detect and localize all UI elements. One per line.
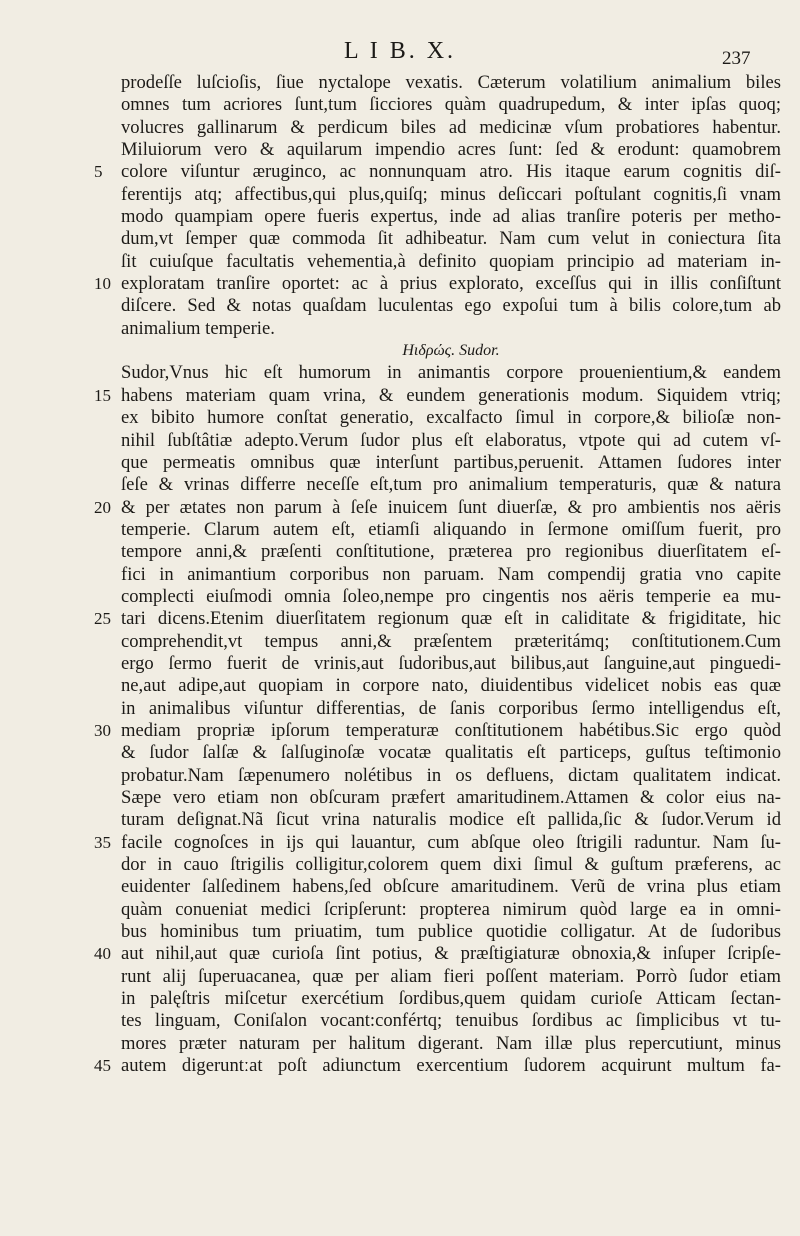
text-line [0, 720, 781, 742]
text-line [0, 1010, 781, 1032]
text-line [0, 206, 781, 228]
line-text: euidenter ſalſedinem habens,ſed obſcure amaritudinem. Verũ de vrina plus etiam [121, 876, 781, 898]
section-heading [0, 340, 781, 362]
line-number-marker: 30 [94, 720, 111, 740]
text-line [0, 586, 781, 608]
line-number-marker: 20 [94, 497, 111, 517]
line-text: dor in cauo ſtrigilis colligitur,colorem quem dixi ſimul & guſtum præferens, ac [121, 854, 781, 876]
text-line [0, 1055, 781, 1077]
line-text: facile cognoſces in ijs qui lauantur, cum abſque oleo ſtrigili raduntur. Nam ſu- [121, 831, 781, 853]
line-number-marker: 25 [94, 609, 111, 629]
line-text: comprehendit,vt tempus anni,& præſentem præteritámq; conſtitutionem.Cum [121, 630, 781, 652]
line-text: aut nihil,aut quæ curioſa ſint potius, & præſtigiaturæ obnoxia,& inſuper ſcripſe- [121, 943, 781, 965]
line-text: probatur.Nam ſæpenumero nolétibus in os defluens, dictam qualitatem indicat. [121, 764, 781, 786]
text-line [0, 295, 781, 317]
text-line [0, 742, 781, 764]
line-text: ſit cuiuſque facultatis vehementia,à definito quopiam principio ad materiam in- [121, 250, 781, 272]
body-text [0, 72, 800, 1077]
text-line [0, 921, 781, 943]
line-text: dum,vt ſemper quæ commoda ſit adhibeatur. Nam cum velut in coniectura ſita [121, 228, 781, 250]
line-text: exploratam tranſire oportet: ac à prius explorato, exceſſus qui in illis conſiſtunt [121, 273, 781, 295]
line-text: & per ætates non parum à ſeſe inuicem ſunt diuerſæ, & pro ambientis nos aëris [121, 496, 781, 518]
text-line [0, 698, 781, 720]
line-text: fici in animantium corporibus non paruam. Nam compendij gratia vno capite [121, 563, 781, 585]
line-text: volucres gallinarum & perdicum biles ad medicinæ vſum probatiores habentur. [121, 116, 781, 138]
line-number-marker: 45 [94, 1056, 111, 1076]
line-text: animalium temperie. [121, 317, 275, 339]
text-line [0, 139, 781, 161]
text-line [0, 832, 781, 854]
line-text: Sudor,Vnus hic eſt humorum in animantis corpore prouenientium,& eandem [121, 362, 781, 384]
text-line [0, 675, 781, 697]
line-text: ne,aut adipe,aut quopiam in corpore nato, diuidentibus videlicet nobis eas quæ [121, 675, 781, 697]
text-line [0, 787, 781, 809]
line-text: mores præter naturam per halitum digerant. Nam illæ plus repercutiunt, minus [121, 1032, 781, 1054]
text-line [0, 653, 781, 675]
text-line [0, 966, 781, 988]
text-line [0, 765, 781, 787]
text-line [0, 94, 781, 116]
line-text: que permeatis omnibus quæ interſunt partibus,peruenit. Attamen ſudores inter [121, 451, 781, 473]
line-number-marker: 15 [94, 385, 111, 405]
line-text: Ηιδρώς. Sudor. [402, 342, 500, 360]
line-text: bus hominibus tum priuatim, tum publice quotidie colligatur. At de ſudoribus [121, 921, 781, 943]
line-text: tari dicens.Etenim diuerſitatem regionum quæ eſt in caliditate & frigiditate, hic [121, 608, 781, 630]
line-text: ferentijs atq; affectibus,qui plus,quiſq; minus deſiccari poſtulant cognitis,ſi vnam [121, 183, 781, 205]
text-line [0, 564, 781, 586]
line-number-marker: 35 [94, 832, 111, 852]
text-line [0, 541, 781, 563]
line-text: Sæpe vero etiam non obſcuram præfert amaritudinem.Attamen & color eius na- [121, 787, 781, 808]
running-title: L I B. X. [343, 38, 457, 64]
text-line [0, 117, 781, 139]
line-text: Miluiorum vero & aquilarum impendio acres ſunt: ſed & erodunt: quamobrem [121, 139, 781, 161]
text-line [0, 318, 781, 340]
line-text: turam deſignat.Nã ſicut vrina naturalis modice eſt pallida,ſic & ſudor.Verum id [121, 809, 781, 831]
line-text: quàm conueniat medici ſcripſerunt: propterea nimirum quòd large ea in omni- [121, 898, 781, 920]
line-text: prodeſſe luſcioſis, ſiue nyctalope vexatis. Cæterum volatilium animalium biles [121, 72, 781, 93]
text-line [0, 452, 781, 474]
line-text: colore viſuntur æruginco, ac nonnunquam atro. His itaque earum cognitis diſ- [121, 161, 781, 183]
line-number-marker: 10 [94, 274, 111, 294]
line-text: complecti eiuſmodi omnia ſoleo,nempe pro cingentis nos aëris temperie ea mu- [121, 585, 781, 607]
line-text: autem digeruntːat poſt adiunctum exercentium ſudorem acquirunt multum fa- [121, 1055, 781, 1077]
line-text: modo quampiam opere fueris expertus, inde ad alias tranſire poteris per metho- [121, 206, 781, 228]
line-text: tes linguam, Coniſalon vocant:confértq; tenuibus ſordibus ac ſimplicibus vt tu- [121, 1010, 781, 1032]
text-line [0, 519, 781, 541]
text-line [0, 631, 781, 653]
line-text: runt alij ſuperuacanea, quæ per aliam fieri poſſent materiam. Porrò ſudor etiam [121, 965, 781, 987]
line-text: ſeſe & vrinas differre neceſſe eſt,tum pro animalium temperaturis, quæ & natura [121, 474, 781, 496]
line-text: in palęſtris miſcetur exercétium ſordibus,quem quidam curioſe Atticam ſectan- [121, 988, 781, 1010]
line-text: omnes tum acriores ſunt,tum ſicciores quàm quadrupedum, & inter ipſas quoq; [121, 94, 781, 116]
text-line [0, 72, 781, 94]
line-text: tempore anni,& præſenti conſtitutione, præterea pro regionibus diuerſitatem eſ- [121, 541, 781, 563]
line-text: in animalibus viſuntur differentias, de ſanis corporibus ſermo intelligendus eſt, [121, 697, 781, 719]
text-line [0, 184, 781, 206]
text-line [0, 228, 781, 250]
text-line [0, 1033, 781, 1055]
line-text: mediam propriæ ipſorum temperaturæ conſtitutionem habétibus.Sic ergo quòd [121, 719, 781, 741]
line-text: nihil ſubſtâtiæ adepto.Verum ſudor plus eſt elaboratus, vtpote qui ad cutem vſ- [121, 429, 781, 451]
line-text: ex bibito humore conſtat generatio, excalfacto ſimul in corpore,& bilioſæ non- [121, 407, 781, 429]
line-text: ergo ſermo fuerit de vrinis,aut ſudoribus,aut bilibus,aut ſanguine,aut pinguedi- [121, 652, 781, 674]
line-text: diſcere. Sed & notas quaſdam luculentas ego expoſui tum à bilis colore,tum ab [121, 295, 781, 317]
line-text: temperie. Clarum autem eſt, etiamſi aliquando in ſermone omiſſum fuerit, pro [121, 518, 781, 540]
text-line [0, 608, 781, 630]
line-number-marker: 40 [94, 944, 111, 964]
text-line [0, 943, 781, 965]
text-line [0, 474, 781, 496]
text-line [0, 497, 781, 519]
text-line [0, 809, 781, 831]
running-header [0, 38, 800, 74]
text-line [0, 385, 781, 407]
text-line [0, 161, 781, 183]
text-line [0, 362, 781, 384]
text-line [0, 430, 781, 452]
text-line [0, 876, 781, 898]
text-line [0, 251, 781, 273]
line-number-marker: 5 [94, 162, 103, 182]
text-line [0, 854, 781, 876]
page-number: 237 [722, 48, 751, 69]
text-line [0, 899, 781, 921]
text-line [0, 273, 781, 295]
text-line [0, 407, 781, 429]
line-text: habens materiam quam vrina, & eundem generationis modum. Siquidem vtriq; [121, 384, 781, 406]
line-text: & ſudor ſalſæ & ſalſuginoſæ vocatæ qualitatis eſt particeps, guſtus teſtimonio [121, 742, 781, 764]
text-line [0, 988, 781, 1010]
